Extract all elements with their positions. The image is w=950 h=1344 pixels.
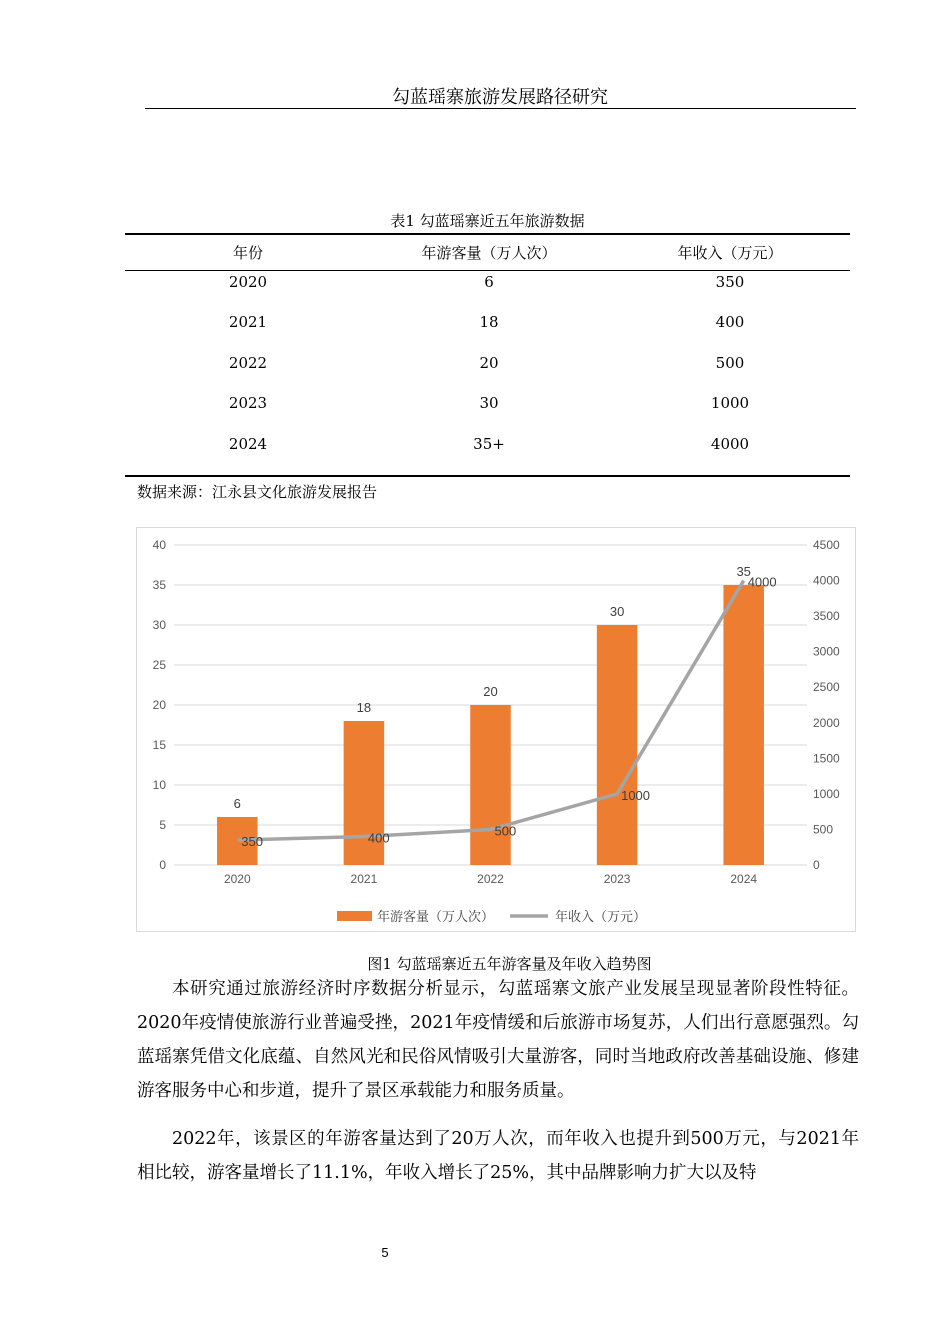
table-cell: 2023 (228, 394, 268, 412)
y-tick-label: 25 (152, 658, 166, 672)
y-tick-label: 35 (152, 578, 166, 592)
y-tick-label: 40 (152, 538, 166, 552)
y2-tick-label: 500 (813, 822, 834, 837)
y-tick-label: 20 (152, 698, 166, 712)
table-caption: 表1 勾蓝瑶寨近五年旅游数据 (390, 212, 585, 230)
table-bottom-rule (125, 475, 850, 477)
page-number: 5 (381, 1245, 389, 1260)
y2-tick-label: 2000 (813, 715, 840, 730)
table-header-cell: 年份 (232, 244, 263, 262)
table-cell: 500 (715, 354, 745, 372)
table-header-row (125, 242, 850, 264)
table-cell: 2024 (228, 435, 268, 453)
figure-caption: 图1 勾蓝瑶寨近五年游客量及年收入趋势图 (367, 955, 652, 973)
table-row (125, 311, 850, 333)
y-tick-label: 0 (159, 858, 166, 872)
x-tick-label: 2020 (223, 872, 251, 886)
y2-tick-label: 2500 (813, 680, 840, 695)
y-tick-label: 15 (152, 738, 166, 752)
table-cell: 1000 (710, 394, 750, 412)
x-tick-label: 2022 (477, 872, 504, 886)
bar (470, 705, 511, 865)
combo-chart (136, 527, 856, 932)
y2-tick-label: 1000 (813, 786, 840, 801)
y2-tick-label: 1500 (813, 751, 840, 766)
table-cell: 2022 (228, 354, 268, 372)
line-value-label: 4000 (747, 574, 777, 590)
bar-value-label: 6 (233, 796, 241, 811)
bar-value-label: 18 (356, 700, 372, 715)
x-tick-label: 2024 (730, 872, 758, 886)
y2-tick-label: 4000 (813, 573, 840, 588)
bar-value-label: 20 (483, 684, 498, 699)
y2-tick-label: 4500 (813, 538, 840, 552)
table-cell: 6 (484, 273, 494, 291)
chart-canvas (137, 528, 855, 931)
bar-value-label: 35 (736, 564, 751, 579)
table-cell: 4000 (710, 435, 750, 453)
x-tick-label: 2021 (350, 872, 378, 886)
table-cell: 2021 (228, 313, 268, 331)
line-value-label: 400 (367, 830, 390, 846)
table-row (125, 352, 850, 374)
bar (597, 625, 638, 865)
body-paragraph: 本研究通过旅游经济时序数据分析显示，勾蓝瑶寨文旅产业发展呈现显著阶段性特征。2020年疫情使旅游行业普遍受挫，2021年疫情缓和后旅游市场复苏，人们出行意愿强烈。勾蓝瑶寨凭借文化底蕴、自然风光和民俗风情吸引大量游客，同时当地政府改善基础设施、修建游客服务中心和步道，提升了景区承载能力和服务质量。 (137, 979, 859, 1101)
table-header-cell: 年游客量（万人次） (421, 244, 557, 262)
line-value-label: 350 (241, 834, 264, 850)
y2-tick-label: 0 (813, 858, 820, 872)
y-tick-label: 10 (152, 778, 166, 792)
y-tick-label: 5 (159, 818, 166, 832)
table-header-cell: 年收入（万元） (677, 244, 783, 262)
header-rule (145, 108, 856, 109)
y2-tick-label: 3500 (813, 609, 840, 624)
y2-tick-label: 3000 (813, 644, 840, 659)
x-tick-label: 2023 (603, 872, 631, 886)
bar (723, 585, 764, 865)
table-cell: 18 (479, 313, 499, 331)
body-paragraph: 2022年，该景区的年游客量达到了20万人次，而年收入也提升到500万元，与2021年相比较，游客量增长了11.1%，年收入增长了25%，其中品牌影响力扩大以及特 (137, 1129, 859, 1183)
bar-value-label: 30 (609, 604, 625, 619)
table-row (125, 433, 850, 455)
table-row (125, 392, 850, 414)
legend-label: 年收入（万元） (555, 909, 647, 924)
table-cell: 400 (715, 313, 745, 331)
table-row (125, 271, 850, 293)
line-value-label: 500 (494, 823, 517, 839)
table-cell: 20 (479, 354, 499, 372)
legend-label: 年游客量（万人次） (377, 909, 495, 924)
table-cell: 30 (479, 394, 499, 412)
legend-swatch-bar (337, 911, 372, 921)
table-source-note: 数据来源：江永县文化旅游发展报告 (137, 483, 378, 501)
table-top-rule (125, 233, 850, 235)
table-cell: 2020 (228, 273, 268, 291)
table-cell: 350 (715, 273, 745, 291)
line-value-label: 1000 (621, 787, 651, 803)
running-header-title: 勾蓝瑶寨旅游发展路径研究 (392, 87, 608, 108)
y-tick-label: 30 (152, 618, 166, 632)
table-cell: 35+ (473, 435, 505, 453)
